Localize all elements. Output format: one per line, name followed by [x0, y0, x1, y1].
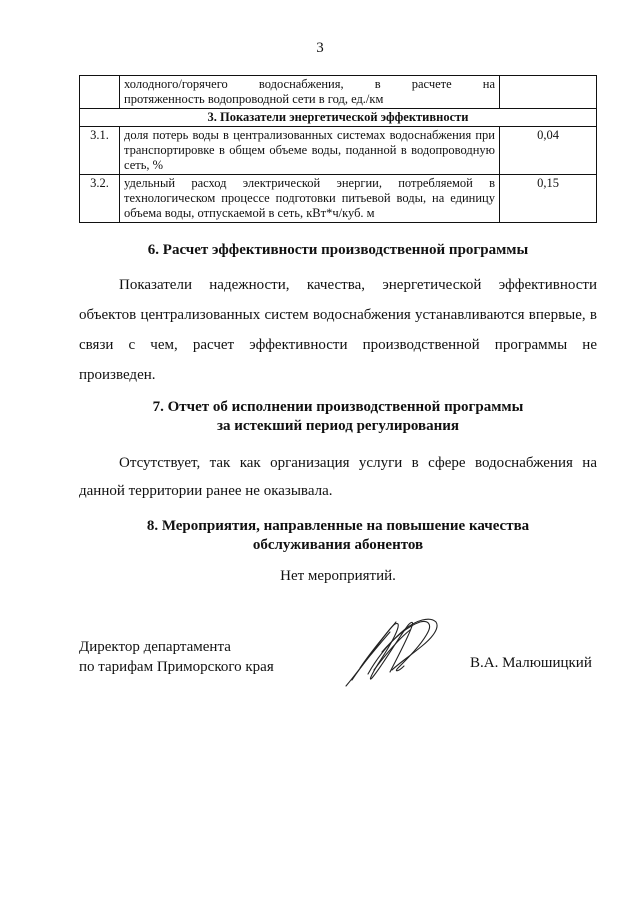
section7-title-line1: 7. Отчет об исполнении производственной программы [152, 399, 524, 415]
page-number: 3 [316, 40, 324, 56]
table-cell-value [500, 76, 597, 109]
section8-title [79, 517, 597, 555]
table-cell-num: 3.1. [80, 127, 120, 175]
section6-title: 6. Расчет эффективности производственной программы [147, 242, 529, 258]
indicators-table [79, 75, 597, 223]
section8-text: Нет мероприятий. [280, 568, 396, 584]
table-section-title: 3. Показатели энергетической эффективности [80, 109, 597, 127]
table-cell-text: удельный расход электрической энергии, потребляемой в технологическом процессе подготовки питьевой воды, на единицу объема воды, отпускаемой в сеть, кВт*ч/куб. м [120, 175, 500, 223]
section7-text: Отсутствует, так как организация услуги в сфере водоснабжения на данной территории ранее не оказывала. [79, 455, 597, 499]
position-line1: Директор департамента [79, 639, 231, 655]
signatory-position [79, 637, 274, 677]
table-cell-num [80, 76, 120, 109]
continued-row-line1: холодного/горячего водоснабжения, в расчете на [124, 77, 495, 91]
table-section-row [80, 109, 597, 127]
table-row [80, 127, 597, 175]
table-cell-num: 3.2. [80, 175, 120, 223]
table-cell-text [120, 76, 500, 109]
table-cell-value: 0,15 [500, 175, 597, 223]
position-line2: по тарифам Приморского края [79, 659, 274, 675]
table-cell-value: 0,04 [500, 127, 597, 175]
handwritten-signature [338, 612, 448, 692]
section6-text: Показатели надежности, качества, энергетической эффективности объектов централизованных систем водоснабжения устанавливаются впервые, в связи с чем, расчет эффективности производственной программы не произведен. [79, 277, 597, 383]
section7-title-line2: за истекший период регулирования [216, 418, 460, 434]
section8-title-line2: обслуживания абонентов [252, 537, 424, 553]
table-row [80, 175, 597, 223]
table-row [80, 76, 597, 109]
continued-row-line2: протяженность водопроводной сети в год, ед./км [124, 92, 384, 106]
signatory-name: В.А. Малюшицкий [470, 655, 592, 671]
table-cell-text: доля потерь воды в централизованных системах водоснабжения при транспортировке в общем объеме воды, поданной в водопроводную сеть, % [120, 127, 500, 175]
section7-title [79, 398, 597, 436]
section8-title-line1: 8. Мероприятия, направленные на повышение качества [146, 518, 530, 534]
